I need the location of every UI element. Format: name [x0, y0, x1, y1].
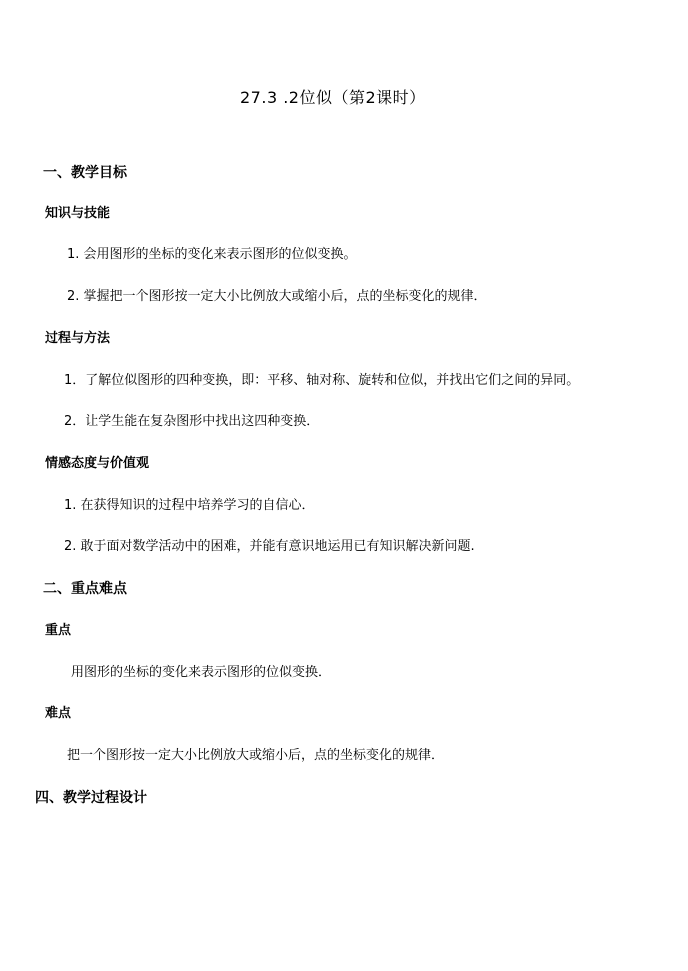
page-title: 27.3 .2位似（第2课时） [240, 88, 426, 107]
process-item-1: 1．了解位似图形的四种变换，即：平移、轴对称、旋转和位似，并找出它们之间的异同。 [64, 373, 580, 388]
section-heading-process-design: 四、教学过程设计 [35, 790, 147, 806]
subheading-difficulty: 难点 [45, 706, 72, 721]
attitude-item-1: 1. 在获得知识的过程中培养学习的自信心． [64, 498, 315, 513]
subheading-attitude: 情感态度与价值观 [45, 456, 150, 471]
process-item-2: 2．让学生能在复杂图形中找出这四种变换． [64, 414, 320, 429]
section-heading-objectives: 一、教学目标 [43, 165, 127, 181]
difficulty-text: 把一个图形按一定大小比例放大或缩小后，点的坐标变化的规律． [67, 748, 445, 763]
knowledge-item-1: 1. 会用图形的坐标的变化来表示图形的位似变换。 [67, 247, 357, 262]
subheading-process: 过程与方法 [45, 331, 111, 346]
knowledge-item-2: 2. 掌握把一个图形按一定大小比例放大或缩小后，点的坐标变化的规律． [67, 289, 487, 304]
section-heading-key-points: 二、重点难点 [43, 581, 127, 597]
subheading-knowledge: 知识与技能 [45, 206, 111, 221]
subheading-focus: 重点 [45, 623, 72, 638]
focus-text: 用图形的坐标的变化来表示图形的位似变换． [71, 665, 332, 680]
attitude-item-2: 2. 敢于面对数学活动中的困难，并能有意识地运用已有知识解决新问题. [64, 539, 475, 554]
